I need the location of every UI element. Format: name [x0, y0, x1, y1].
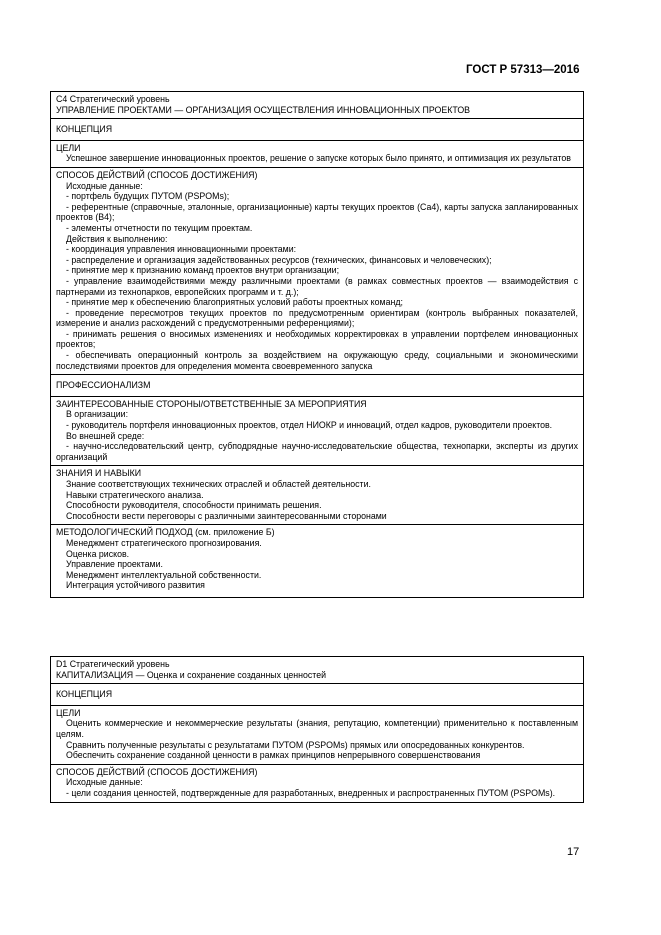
- c4-title: УПРАВЛЕНИЕ ПРОЕКТАМИ — ОРГАНИЗАЦИЯ ОСУЩЕСТВЛЕНИЯ ИННОВАЦИОННЫХ ПРОЕКТОВ: [56, 104, 471, 115]
- c4-method-line: - принятие мер к обеспечению благоприятных условий работы проектных команд;: [66, 297, 403, 308]
- c4-skill-line: Способности руководителя, способности принимать решения.: [66, 500, 322, 511]
- d1-goal: Обеспечить сохранение созданной ценности в рамках принципов непрерывного совершенствования: [66, 750, 481, 761]
- c4-approach-line: Менеджмент стратегического прогнозирования.: [66, 537, 262, 548]
- c4-skills-section: [51, 465, 583, 524]
- c4-prof-heading: ПРОФЕССИОНАЛИЗМ: [56, 380, 151, 391]
- c4-goals-section: [51, 140, 583, 167]
- c4-title-section: [51, 92, 583, 118]
- c4-approach-line: Менеджмент интеллектуальной собственности.: [66, 569, 262, 580]
- c4-skill-line: Навыки стратегического анализа.: [66, 489, 204, 500]
- c4-concept-section: [51, 118, 583, 140]
- c4-stake-line: - научно-исследовательский центр, субподрядные научно-исследовательские общества, технопарки, эксперты из других организаций: [56, 441, 578, 462]
- c4-prof-section: [51, 374, 583, 396]
- c4-stake-line: - руководитель портфеля инновационных проектов, отдел НИОКР и инноваций, отдел кадров, руководители проектов.: [66, 420, 553, 431]
- d1-goals-section: [51, 705, 583, 764]
- c4-approach-line: Оценка рисков.: [66, 548, 130, 559]
- d1-method-heading: СПОСОБ ДЕЙСТВИЙ (СПОСОБ ДОСТИЖЕНИЯ): [56, 766, 258, 777]
- c4-approach-heading: МЕТОДОЛОГИЧЕСКИЙ ПОДХОД (см. приложение Б): [56, 527, 275, 538]
- d1-level: D1 Стратегический уровень: [56, 659, 170, 669]
- c4-concept: КОНЦЕПЦИЯ: [56, 124, 113, 135]
- box-d1: [50, 656, 584, 803]
- d1-method-line: - цели создания ценностей, подтвержденные для разработанных, внедренных и распространенных ПУТОМ (PSPOMs).: [66, 787, 556, 798]
- c4-method-line: - принятие мер к признанию команд проектов внутри организации;: [66, 265, 340, 276]
- c4-skill-line: Знание соответствующих технических отраслей и областей деятельности.: [66, 479, 371, 489]
- c4-goal: Успешное завершение инновационных проектов, решение о запуске которых было принято, и оптимизация их результатов: [66, 153, 571, 164]
- c4-method-heading: СПОСОБ ДЕЙСТВИЙ (СПОСОБ ДОСТИЖЕНИЯ): [56, 169, 258, 180]
- page-number: 17: [567, 846, 580, 858]
- c4-stakeholders-section: [51, 396, 583, 466]
- c4-method-line: - обеспечивать операционный контроль за воздействием на окружающую среду, социальными и экономическими последствиями проектов для определения момента своевременного запуска: [56, 350, 578, 371]
- c4-stake-line: В организации:: [66, 409, 129, 420]
- c4-method-line: - координация управления инновационными проектами:: [66, 244, 297, 255]
- c4-method-line: - управление взаимодействиями между различными проектами (в рамках совместных проектов — взаимодействия с партнерами из технопарков, европейских программ и т. д.);: [56, 275, 578, 297]
- d1-method-section: [51, 764, 583, 802]
- c4-stake-heading: ЗАИНТЕРЕСОВАННЫЕ СТОРОНЫ/ОТВЕТСТВЕННЫЕ ЗА МЕРОПРИЯТИЯ: [56, 398, 367, 409]
- c4-method-section: [51, 167, 583, 374]
- c4-method-line: Действия к выполнению:: [66, 233, 168, 244]
- c4-approach-section: [51, 524, 583, 597]
- box-c4: [50, 91, 584, 598]
- c4-skill-line: Способности вести переговоры с различными заинтересованными сторонами: [66, 510, 387, 521]
- d1-goal: Оценить коммерческие и некоммерческие результаты (знания, репутацию, компетенции) применительно к поставленным целям.: [56, 718, 578, 739]
- c4-skills-heading: ЗНАНИЯ И НАВЫКИ: [56, 468, 142, 479]
- c4-method-line: - портфель будущих ПУТОМ (PSPOMs);: [66, 191, 230, 202]
- d1-concept: КОНЦЕПЦИЯ: [56, 689, 113, 700]
- d1-method-line: Исходные данные:: [66, 777, 143, 788]
- c4-method-line: Исходные данные:: [66, 180, 143, 191]
- c4-method-line: - элементы отчетности по текущим проектам.: [66, 222, 253, 233]
- d1-concept-section: [51, 683, 583, 705]
- d1-goals-heading: ЦЕЛИ: [56, 707, 81, 718]
- c4-approach-line: Интеграция устойчивого развития: [66, 580, 205, 591]
- c4-goals-heading: ЦЕЛИ: [56, 142, 81, 153]
- c4-method-line: - распределение и организация задействованных ресурсов (технических, финансовых и человеческих);: [66, 254, 492, 265]
- c4-method-line: - принимать решения о вносимых изменениях и необходимых корректировках в управлении портфелем инновационных проектов;: [56, 328, 578, 350]
- standard-number: ГОСТ Р 57313—2016: [466, 64, 580, 76]
- d1-goal: Сравнить полученные результаты с результатами ПУТОМ (PSPOMs) прямых или опосредованных конкурентов.: [66, 739, 525, 750]
- d1-title: КАПИТАЛИЗАЦИЯ — Оценка и сохранение созданных ценностей: [56, 669, 327, 680]
- c4-method-line: - референтные (справочные, эталонные, организационные) карты текущих проектов (Са4), карты запуска запланированных проектов (В4);: [56, 201, 578, 223]
- d1-title-section: [51, 657, 583, 683]
- c4-approach-line: Управление проектами.: [66, 559, 163, 570]
- c4-level: С4 Стратегический уровень: [56, 94, 170, 104]
- c4-stake-line: Во внешней среде:: [66, 430, 145, 441]
- c4-method-line: - проведение пересмотров текущих проектов по предусмотренным ориентирам (контроль выбранных показателей, измерение и анализ расхождений с предусмотренными референциями);: [56, 307, 578, 329]
